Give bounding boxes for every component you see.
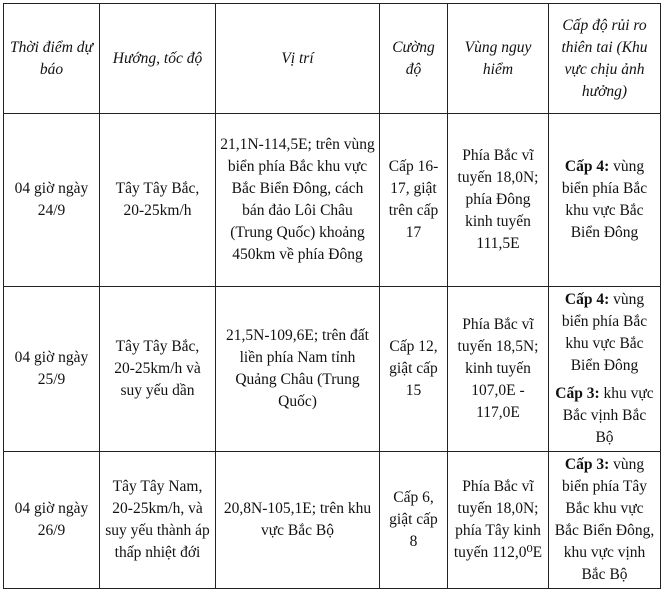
risk-entry bbox=[553, 454, 656, 586]
header-position: Vị trí bbox=[216, 4, 380, 114]
cell-position: 21,5N-109,6E; trên đất liền phía Nam tỉnh Quảng Châu (Trung Quốc) bbox=[216, 287, 380, 452]
table-row bbox=[4, 452, 661, 589]
cell-risk-level bbox=[549, 287, 661, 452]
risk-level-label: Cấp 3: bbox=[564, 456, 610, 473]
header-time: Thời điểm dự báo bbox=[4, 4, 100, 114]
risk-entry bbox=[553, 156, 656, 244]
cell-time: 04 giờ ngày 25/9 bbox=[4, 287, 100, 452]
risk-level-label: Cấp 4: bbox=[564, 291, 610, 308]
risk-level-label: Cấp 3: bbox=[555, 385, 600, 402]
header-intensity: Cường độ bbox=[380, 4, 448, 114]
cell-position: 21,1N-114,5E; trên vùng biển phía Bắc khu vực Bắc Biển Đông, cách bán đảo Lôi Châu (Trung Quốc) khoảng 450km về phía Đông bbox=[216, 114, 380, 287]
header-direction: Hướng, tốc độ bbox=[100, 4, 216, 114]
cell-danger-zone: Phía Bắc vĩ tuyến 18,5N; kinh tuyến 107,0E - 117,0E bbox=[448, 287, 549, 452]
cell-intensity: Cấp 12, giật cấp 15 bbox=[380, 287, 448, 452]
cell-risk-level bbox=[549, 452, 661, 589]
risk-entry bbox=[553, 383, 656, 449]
cell-direction: Tây Tây Bắc, 20-25km/h bbox=[100, 114, 216, 287]
header-risk-level: Cấp độ rủi ro thiên tai (Khu vực chịu ảnh hưởng) bbox=[549, 4, 661, 114]
risk-area: khu vực Bắc vịnh Bắc Bộ bbox=[562, 385, 654, 446]
risk-area: vùng biển phía Bắc khu vực Bắc Biển Đông bbox=[561, 291, 648, 374]
cell-danger-zone: Phía Bắc vĩ tuyến 18,0N; phía Đông kinh tuyến 111,5E bbox=[448, 114, 549, 287]
risk-area: vùng biển phía Bắc khu vực Bắc Biển Đông bbox=[561, 158, 648, 241]
header-row bbox=[4, 4, 661, 114]
cell-time: 04 giờ ngày 24/9 bbox=[4, 114, 100, 287]
risk-level-label: Cấp 4: bbox=[564, 158, 610, 175]
table-row bbox=[4, 287, 661, 452]
cell-direction: Tây Tây Bắc, 20-25km/h và suy yếu dần bbox=[100, 287, 216, 452]
header-danger-zone: Vùng nguy hiểm bbox=[448, 4, 549, 114]
cell-intensity: Cấp 6, giật cấp 8 bbox=[380, 452, 448, 589]
table-row bbox=[4, 114, 661, 287]
cell-danger-zone: Phía Bắc vĩ tuyến 18,0N; phía Tây kinh tuyến 112,0⁰E bbox=[448, 452, 549, 589]
risk-area: vùng biển phía Tây Bắc khu vực Bắc Biển Đông, khu vực vịnh Bắc Bộ bbox=[554, 456, 655, 583]
cell-risk-level bbox=[549, 114, 661, 287]
cell-intensity: Cấp 16-17, giật trên cấp 17 bbox=[380, 114, 448, 287]
cell-position: 20,8N-105,1E; trên khu vực Bắc Bộ bbox=[216, 452, 380, 589]
forecast-table bbox=[3, 3, 661, 589]
risk-entry bbox=[553, 289, 656, 377]
cell-direction: Tây Tây Nam, 20-25km/h, và suy yếu thành áp thấp nhiệt đới bbox=[100, 452, 216, 589]
cell-time: 04 giờ ngày 26/9 bbox=[4, 452, 100, 589]
